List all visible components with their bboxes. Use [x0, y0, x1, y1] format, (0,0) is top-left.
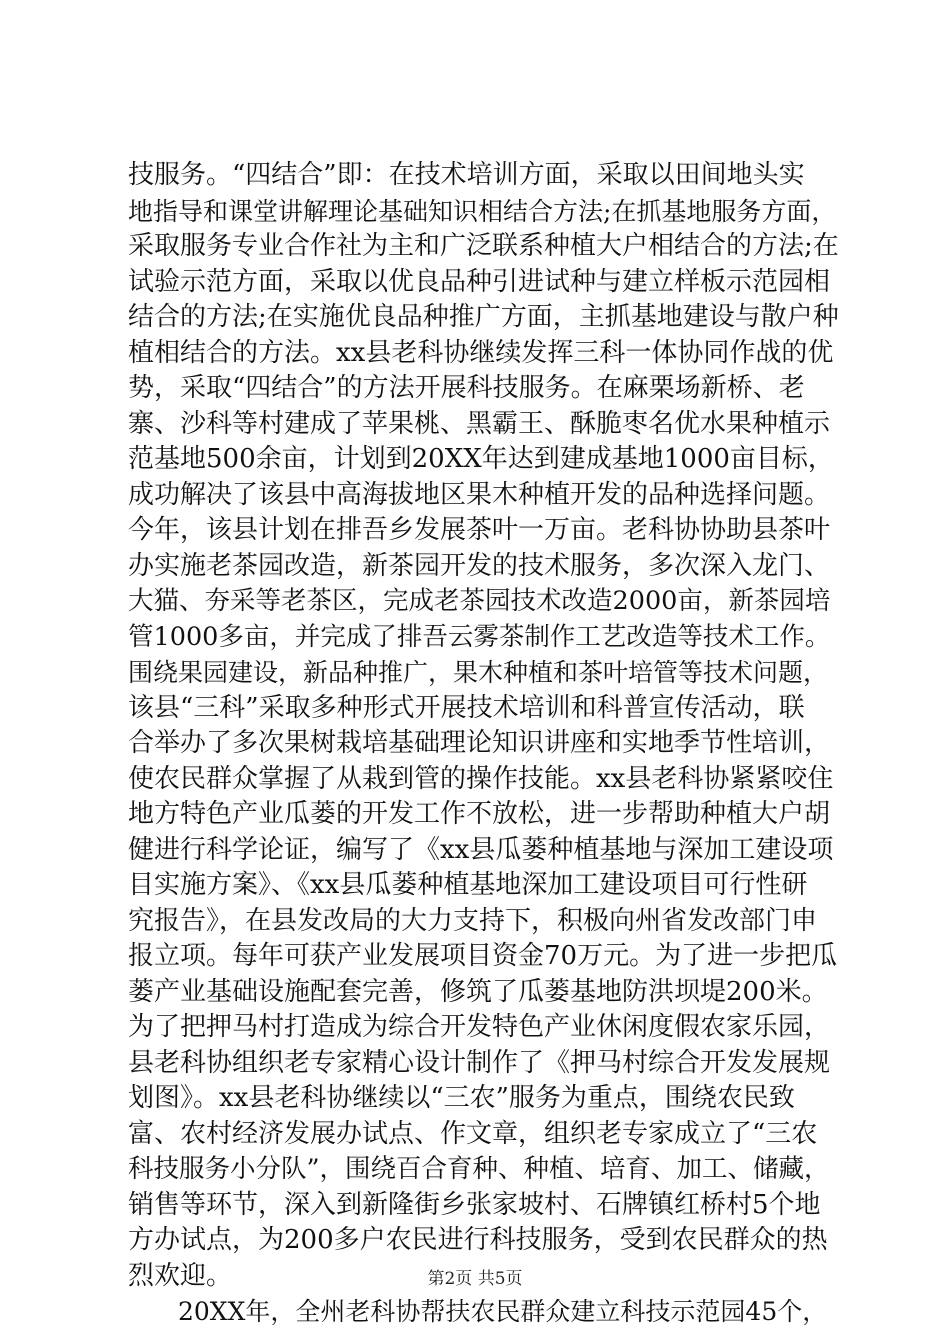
body-text	[128, 158, 840, 1330]
text-line: 究报告》，在县发改局的大力支持下，积极向州省发改部门申	[128, 905, 818, 936]
text-line: 围绕果园建设，新品种推广，果木种植和茶叶培管等技术问题，	[128, 658, 829, 687]
text-line: 范基地500余亩，计划到20XX年达到建成基地1000亩目标，	[128, 444, 834, 474]
text-line: 方办试点，为200多户农民进行科技服务，受到农民群众的热	[128, 1225, 828, 1255]
text-line: 健进行科学论证，编写了《xx县瓜蒌种植基地与深加工建设项	[128, 834, 834, 865]
text-line: 势，采取“四结合”的方法开展科技服务。在麻栗场新桥、老	[128, 373, 805, 403]
text-line: 试验示范方面，采取以优良品种引进试种与建立样板示范园相	[128, 266, 831, 297]
text-line: 目实施方案》、《xx县瓜蒌种植基地深加工建设项目可行性研	[128, 870, 808, 900]
text-line: 报立项。每年可获产业发展项目资金70万元。为了进一步把瓜	[128, 941, 838, 971]
text-line: 合举办了多次果树栽培基础理论知识讲座和实地季节性培训，	[128, 728, 831, 758]
text-line: 富、农村经济发展办试点、作文章，组织老专家成立了“三农	[128, 1118, 818, 1149]
text-line: 蒌产业基础设施配套完善，修筑了瓜蒌基地防洪坝堤200米。	[128, 976, 828, 1007]
text-line: 植相结合的方法。xx县老科协继续发挥三科一体协同作战的优	[128, 337, 834, 368]
text-line: 20XX年，全州老科协帮扶农民群众建立科技示范园45个，	[128, 1297, 828, 1326]
text-line: 管1000多亩，并完成了排吾云雾茶制作工艺改造等技术工作。	[128, 621, 831, 652]
text-line: 县老科协组织老专家精心设计制作了《押马村综合开发发展规	[128, 1047, 831, 1078]
text-line: 采取服务专业合作社为主和广泛联系种植大户相结合的方法;在	[128, 231, 839, 261]
text-line: 结合的方法;在实施优良品种推广方面，主抓基地建设与散户种	[128, 302, 839, 332]
text-line: 技服务。“四结合”即：在技术培训方面，采取以田间地头实	[128, 160, 805, 190]
text-line: 为了把押马村打造成为综合开发特色产业休闲度假农家乐园，	[128, 1012, 831, 1042]
text-line: 大猫、夯采等老茶区，完成老茶园技术改造2000亩，新茶园培	[128, 586, 831, 616]
text-line: 划图》。xx县老科协继续以“三农”服务为重点，围绕农民致	[128, 1083, 795, 1113]
text-line: 成功解决了该县中高海拔地区果木种植开发的品种选择问题。	[128, 479, 831, 510]
text-line: 销售等环节，深入到新隆街乡张家坡村、石牌镇红桥村5个地	[128, 1189, 821, 1220]
text-line: 地方特色产业瓜蒌的开发工作不放松，进一步帮助种植大户胡	[128, 799, 831, 829]
text-line: 科技服务小分队”，围绕百合育种、种植、培育、加工、储藏，	[128, 1154, 830, 1184]
text-line: 地指导和课堂讲解理论基础知识相结合方法;在抓基地服务方面，	[128, 196, 837, 226]
text-line: 寨、沙科等村建成了苹果桃、黑霸王、酥脆枣名优水果种植示	[128, 408, 831, 439]
text-line: 使农民群众掌握了从栽到管的操作技能。xx县老科协紧紧咬住	[128, 763, 834, 794]
text-line: 该县“三科”采取多种形式开展技术培训和科普宣传活动，联	[128, 692, 805, 723]
text-line: 办实施老茶园改造，新茶园开发的技术服务，多次深入龙门、	[128, 550, 831, 581]
text-line: 烈欢迎。	[128, 1260, 233, 1291]
text-line: 今年，该县计划在排吾乡发展茶叶一万亩。老科协协助县茶叶	[128, 515, 831, 545]
page-footer: 第2页 共5页	[427, 1269, 523, 1289]
